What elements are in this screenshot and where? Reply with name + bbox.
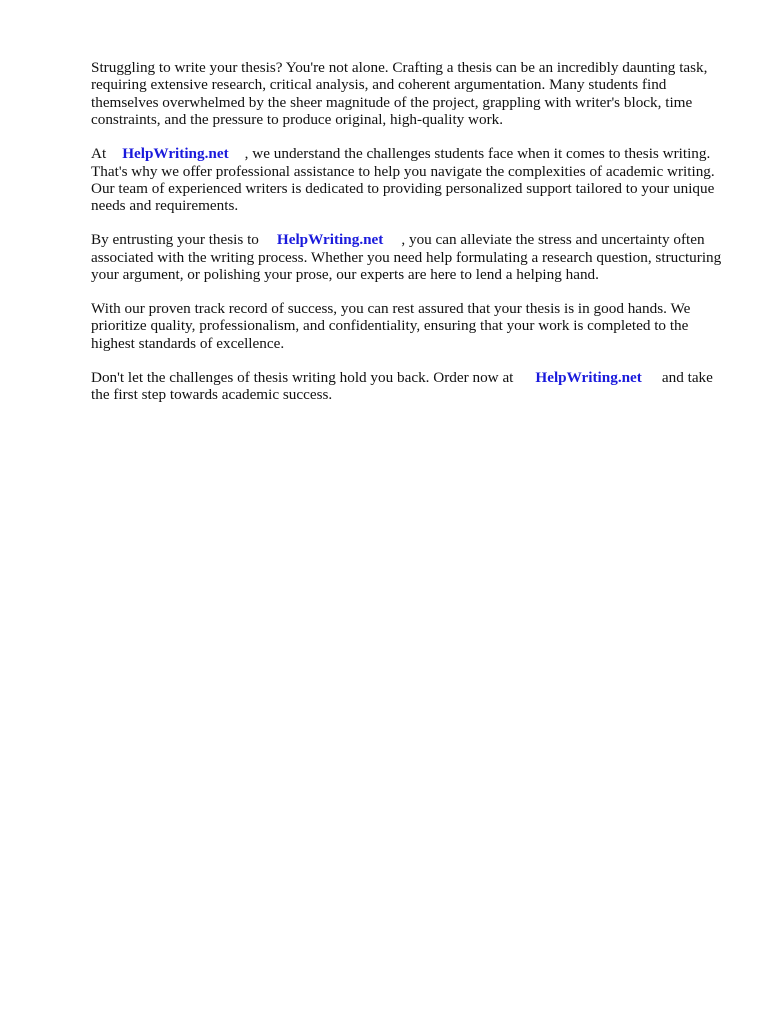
helpwriting-link[interactable]: HelpWriting.net — [535, 368, 642, 386]
paragraph-benefits-lead: By entrusting your thesis to — [91, 231, 259, 249]
paragraph-intro — [91, 59, 731, 129]
paragraph-cta-text: and take the first step towards academic success. — [91, 368, 713, 404]
paragraph-track-record-text: With our proven track record of success, you can rest assured that your thesis is in good hands. We prioritize quality, professionalism, and confidentiality, ensuring that your work is completed to the highest standards of excellence. — [91, 299, 691, 352]
paragraph-about-text: , we understand the challenges students face when it comes to thesis writing. That's why we offer professional assistance to help you navigate the complexities of academic writing. Our team of experienced writers is dedicated to providing personalized support tailored to your unique needs and requirements. — [91, 145, 715, 215]
paragraph-cta-lead: Don't let the challenges of thesis writing hold you back. Order now at — [91, 368, 514, 386]
paragraph-track-record — [91, 300, 731, 352]
paragraph-call-to-action — [91, 369, 731, 404]
helpwriting-link[interactable]: HelpWriting.net — [122, 145, 229, 163]
paragraph-about — [91, 145, 731, 215]
document-body — [91, 59, 731, 420]
helpwriting-link[interactable]: HelpWriting.net — [276, 231, 384, 249]
paragraph-about-lead: At — [91, 145, 107, 163]
paragraph-benefits-text: , you can alleviate the stress and uncertainty often associated with the writing process. Whether you need help formulating a research question, structuring your argument, or polishing your prose, our experts are here to lend a helping hand. — [91, 231, 722, 284]
paragraph-benefits — [91, 231, 731, 283]
paragraph-intro-text: Struggling to write your thesis? You're not alone. Crafting a thesis can be an incredibly daunting task, requiring extensive research, critical analysis, and coherent argumentation. Many students find themselves overwhelmed by the sheer magnitude of the project, grappling with writer's block, time constraints, and the pressure to produce original, high-quality work. — [91, 59, 708, 129]
